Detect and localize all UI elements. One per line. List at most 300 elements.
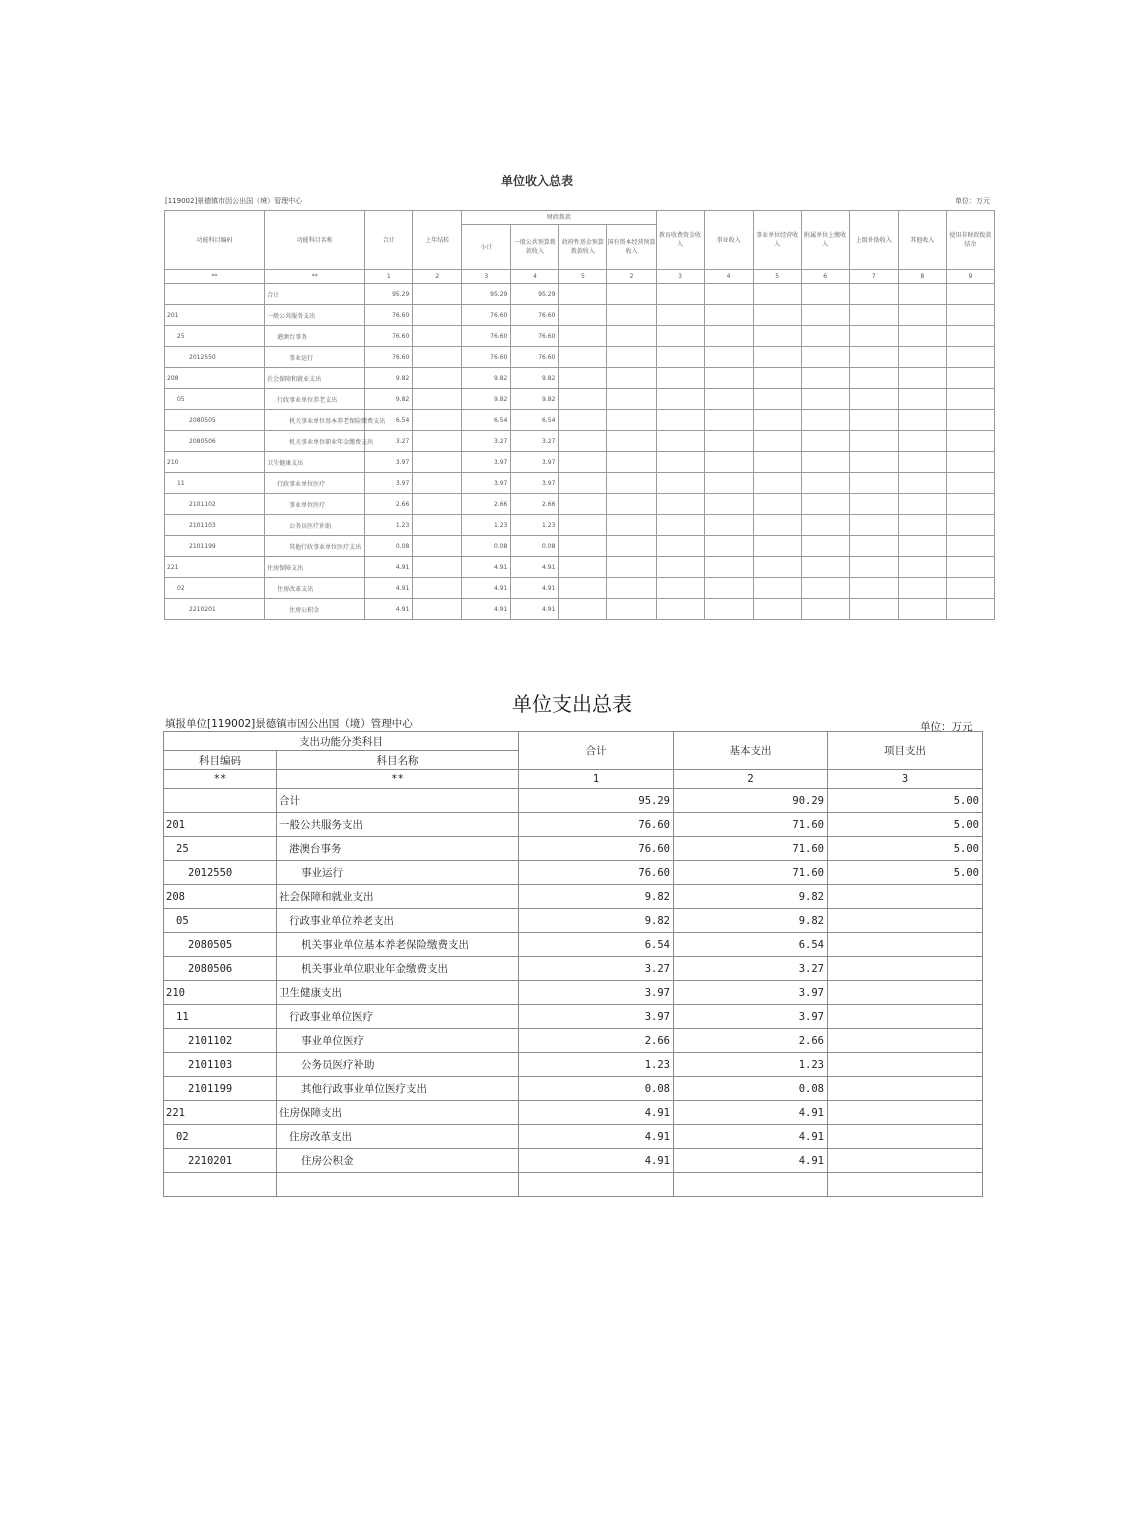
- cell-general: 76.60: [511, 305, 559, 326]
- cell-total: 95.29: [519, 789, 674, 813]
- column-number: 1: [365, 270, 413, 284]
- cell-empty: [607, 368, 656, 389]
- table-row: [164, 1149, 983, 1173]
- cell-project: [828, 1173, 983, 1197]
- header-state-capital: 国有资本经营预算收入: [607, 225, 656, 270]
- cell-empty: [559, 410, 607, 431]
- cell-total: 3.97: [519, 981, 674, 1005]
- cell-empty: [704, 284, 753, 305]
- expenditure-summary-table: [163, 731, 983, 1197]
- cell-total: 76.60: [365, 305, 413, 326]
- cell-project: [828, 1149, 983, 1173]
- cell-basic: 6.54: [674, 933, 828, 957]
- cell-empty: [946, 536, 994, 557]
- header-superior: 上级补助收入: [849, 211, 898, 270]
- cell-subtotal: 95.29: [462, 284, 511, 305]
- cell-project: [828, 933, 983, 957]
- cell-name: 事业运行: [277, 861, 519, 885]
- table-row: [165, 305, 995, 326]
- cell-empty: [704, 410, 753, 431]
- cell-empty: [753, 431, 801, 452]
- table-row: [164, 1101, 983, 1125]
- table-row: [165, 494, 995, 515]
- cell-empty: [656, 473, 704, 494]
- cell-basic: 3.97: [674, 1005, 828, 1029]
- cell-empty: [656, 431, 704, 452]
- cell-project: [828, 885, 983, 909]
- cell-empty: [801, 305, 849, 326]
- cell-project: 5.00: [828, 861, 983, 885]
- header-operating: 事业单位经营收入: [753, 211, 801, 270]
- cell-empty: [704, 368, 753, 389]
- cell-empty: [559, 305, 607, 326]
- column-number: 6: [801, 270, 849, 284]
- cell-code: 25: [164, 837, 277, 861]
- cell-project: [828, 909, 983, 933]
- cell-empty: [607, 494, 656, 515]
- cell-empty: [559, 494, 607, 515]
- cell-empty: [559, 557, 607, 578]
- cell-project: [828, 1053, 983, 1077]
- cell-empty: [898, 389, 946, 410]
- cell-empty: [413, 431, 462, 452]
- cell-empty: [656, 389, 704, 410]
- cell-code: 208: [164, 885, 277, 909]
- cell-basic: 0.08: [674, 1077, 828, 1101]
- cell-general: 0.08: [511, 536, 559, 557]
- table-row: [165, 452, 995, 473]
- table-row: [165, 368, 995, 389]
- cell-empty: [656, 284, 704, 305]
- cell-empty: [801, 284, 849, 305]
- column-number: 5: [559, 270, 607, 284]
- table-row: [165, 389, 995, 410]
- column-number: **: [277, 770, 519, 789]
- cell-basic: 9.82: [674, 909, 828, 933]
- cell-empty: [753, 347, 801, 368]
- cell-empty: [559, 599, 607, 620]
- cell-project: 5.00: [828, 837, 983, 861]
- column-number: **: [164, 770, 277, 789]
- cell-empty: [704, 431, 753, 452]
- expenditure-currency-unit: 单位：万元: [920, 721, 973, 733]
- cell-empty: [413, 410, 462, 431]
- cell-general: 9.82: [511, 368, 559, 389]
- cell-empty: [753, 389, 801, 410]
- header-subsidiary: 附属单位上缴收入: [801, 211, 849, 270]
- cell-name: 住房改革支出: [277, 1125, 519, 1149]
- column-number: 7: [849, 270, 898, 284]
- cell-basic: [674, 1173, 828, 1197]
- table-row: [165, 326, 995, 347]
- cell-empty: [559, 536, 607, 557]
- header-other: 其他收入: [898, 211, 946, 270]
- cell-name: 行政事业单位医疗: [277, 1005, 519, 1029]
- cell-project: [828, 1101, 983, 1125]
- cell-name: 港澳台事务: [277, 837, 519, 861]
- expenditure-reporting-unit: 填报单位[119002]景德镇市因公出国（境）管理中心: [165, 718, 413, 730]
- table-row: [165, 515, 995, 536]
- table-row: [165, 557, 995, 578]
- cell-subtotal: 9.82: [462, 368, 511, 389]
- table-row: [164, 861, 983, 885]
- cell-empty: [753, 557, 801, 578]
- cell-total: [519, 1173, 674, 1197]
- cell-empty: [898, 599, 946, 620]
- cell-empty: [946, 284, 994, 305]
- cell-basic: 3.97: [674, 981, 828, 1005]
- cell-name: 机关事业单位基本养老保险缴费支出: [277, 933, 519, 957]
- cell-empty: [656, 452, 704, 473]
- cell-empty: [607, 452, 656, 473]
- cell-empty: [753, 578, 801, 599]
- cell-total: 6.54: [365, 410, 413, 431]
- cell-empty: [704, 326, 753, 347]
- cell-empty: [753, 494, 801, 515]
- cell-empty: [559, 431, 607, 452]
- cell-empty: [704, 557, 753, 578]
- cell-code: 221: [164, 1101, 277, 1125]
- cell-total: 6.54: [519, 933, 674, 957]
- cell-code: 11: [164, 1005, 277, 1029]
- header-project: 项目支出: [828, 732, 983, 770]
- cell-empty: [898, 578, 946, 599]
- cell-empty: [801, 347, 849, 368]
- cell-total: 3.97: [365, 473, 413, 494]
- cell-general: 4.91: [511, 578, 559, 599]
- cell-empty: [753, 326, 801, 347]
- cell-code: 201: [165, 305, 265, 326]
- cell-total: 4.91: [519, 1149, 674, 1173]
- cell-name: 其他行政事业单位医疗支出: [265, 536, 365, 557]
- cell-empty: [898, 515, 946, 536]
- cell-empty: [849, 515, 898, 536]
- cell-empty: [413, 578, 462, 599]
- income-summary-table: [164, 210, 995, 620]
- cell-subtotal: 76.60: [462, 347, 511, 368]
- cell-basic: 71.60: [674, 813, 828, 837]
- cell-general: 3.97: [511, 452, 559, 473]
- cell-code: [164, 1173, 277, 1197]
- cell-empty: [656, 536, 704, 557]
- column-number: 5: [753, 270, 801, 284]
- cell-total: 0.08: [519, 1077, 674, 1101]
- table-row: [164, 789, 983, 813]
- table-row: [165, 473, 995, 494]
- cell-code: 02: [165, 578, 265, 599]
- cell-subtotal: 1.23: [462, 515, 511, 536]
- cell-subtotal: 3.97: [462, 452, 511, 473]
- column-number-row: [165, 270, 995, 284]
- cell-subtotal: 6.54: [462, 410, 511, 431]
- cell-code: 2101199: [165, 536, 265, 557]
- cell-empty: [849, 431, 898, 452]
- header-function-group: 支出功能分类科目: [164, 732, 519, 751]
- cell-general: 1.23: [511, 515, 559, 536]
- cell-empty: [849, 410, 898, 431]
- cell-empty: [898, 305, 946, 326]
- cell-empty: [559, 578, 607, 599]
- cell-project: [828, 1077, 983, 1101]
- table-row: [165, 284, 995, 305]
- cell-code: 2080505: [165, 410, 265, 431]
- table-row: [165, 431, 995, 452]
- cell-empty: [801, 557, 849, 578]
- cell-empty: [656, 368, 704, 389]
- cell-code: 2012550: [164, 861, 277, 885]
- cell-subtotal: 76.60: [462, 326, 511, 347]
- cell-name: 住房保障支出: [265, 557, 365, 578]
- cell-total: 9.82: [365, 368, 413, 389]
- table-row: [164, 909, 983, 933]
- cell-empty: [801, 473, 849, 494]
- cell-empty: [656, 410, 704, 431]
- cell-total: 1.23: [519, 1053, 674, 1077]
- cell-project: 5.00: [828, 789, 983, 813]
- column-number: 2: [607, 270, 656, 284]
- cell-empty: [801, 599, 849, 620]
- cell-total: 4.91: [519, 1125, 674, 1149]
- cell-empty: [946, 431, 994, 452]
- cell-empty: [849, 599, 898, 620]
- cell-empty: [849, 368, 898, 389]
- cell-name: 一般公共服务支出: [277, 813, 519, 837]
- cell-empty: [753, 452, 801, 473]
- cell-total: 76.60: [519, 813, 674, 837]
- cell-empty: [607, 599, 656, 620]
- cell-empty: [849, 557, 898, 578]
- table-row: [165, 536, 995, 557]
- cell-empty: [849, 284, 898, 305]
- cell-empty: [413, 557, 462, 578]
- cell-name: 公务员医疗补助: [277, 1053, 519, 1077]
- cell-empty: [607, 347, 656, 368]
- cell-empty: [849, 536, 898, 557]
- header-total: 合计: [519, 732, 674, 770]
- cell-general: 76.60: [511, 326, 559, 347]
- cell-name: 合计: [265, 284, 365, 305]
- cell-empty: [849, 494, 898, 515]
- cell-subtotal: 4.91: [462, 599, 511, 620]
- column-number: 1: [519, 770, 674, 789]
- header-code: 科目编码: [164, 751, 277, 770]
- column-number: 2: [674, 770, 828, 789]
- column-number: 3: [656, 270, 704, 284]
- cell-empty: [656, 326, 704, 347]
- cell-subtotal: 0.08: [462, 536, 511, 557]
- cell-name: [277, 1173, 519, 1197]
- cell-total: 4.91: [365, 557, 413, 578]
- cell-general: 2.66: [511, 494, 559, 515]
- cell-empty: [946, 389, 994, 410]
- cell-code: [164, 789, 277, 813]
- cell-empty: [656, 578, 704, 599]
- cell-empty: [559, 368, 607, 389]
- header-business: 事业收入: [704, 211, 753, 270]
- header-name: 科目名称: [277, 751, 519, 770]
- table-row: [164, 1125, 983, 1149]
- cell-subtotal: 3.27: [462, 431, 511, 452]
- table-row: [165, 347, 995, 368]
- cell-total: 3.27: [365, 431, 413, 452]
- cell-code: 2101102: [164, 1029, 277, 1053]
- cell-subtotal: 2.66: [462, 494, 511, 515]
- cell-empty: [898, 536, 946, 557]
- cell-code: 02: [164, 1125, 277, 1149]
- cell-empty: [607, 389, 656, 410]
- cell-empty: [413, 515, 462, 536]
- cell-name: 机关事业单位基本养老保险缴费支出: [265, 410, 365, 431]
- cell-empty: [946, 473, 994, 494]
- table-row: [164, 1053, 983, 1077]
- cell-basic: 4.91: [674, 1125, 828, 1149]
- cell-name: 住房公积金: [265, 599, 365, 620]
- cell-empty: [801, 410, 849, 431]
- cell-general: 3.97: [511, 473, 559, 494]
- cell-empty: [946, 452, 994, 473]
- header-fiscal-group: 财政拨款: [462, 211, 656, 225]
- cell-basic: 71.60: [674, 837, 828, 861]
- cell-empty: [413, 452, 462, 473]
- cell-project: [828, 957, 983, 981]
- cell-empty: [946, 368, 994, 389]
- cell-empty: [656, 515, 704, 536]
- cell-empty: [849, 347, 898, 368]
- cell-name: 机关事业单位职业年金缴费支出: [277, 957, 519, 981]
- cell-empty: [413, 494, 462, 515]
- cell-code: 2101103: [165, 515, 265, 536]
- cell-total: 3.97: [519, 1005, 674, 1029]
- cell-empty: [559, 473, 607, 494]
- cell-empty: [898, 473, 946, 494]
- cell-empty: [946, 326, 994, 347]
- cell-code: 05: [165, 389, 265, 410]
- cell-subtotal: 4.91: [462, 578, 511, 599]
- cell-general: 95.29: [511, 284, 559, 305]
- table-row: [165, 599, 995, 620]
- cell-total: 4.91: [519, 1101, 674, 1125]
- cell-subtotal: 9.82: [462, 389, 511, 410]
- column-number: 3: [828, 770, 983, 789]
- cell-empty: [704, 599, 753, 620]
- cell-empty: [607, 410, 656, 431]
- column-number-row: [164, 770, 983, 789]
- cell-code: 201: [164, 813, 277, 837]
- cell-total: 2.66: [519, 1029, 674, 1053]
- cell-empty: [946, 305, 994, 326]
- cell-empty: [801, 515, 849, 536]
- cell-code: [165, 284, 265, 305]
- cell-name: 住房公积金: [277, 1149, 519, 1173]
- cell-code: 2080506: [164, 957, 277, 981]
- cell-empty: [704, 494, 753, 515]
- cell-empty: [801, 389, 849, 410]
- cell-project: 5.00: [828, 813, 983, 837]
- cell-empty: [607, 578, 656, 599]
- cell-general: 76.60: [511, 347, 559, 368]
- cell-name: 社会保障和就业支出: [265, 368, 365, 389]
- cell-basic: 9.82: [674, 885, 828, 909]
- cell-total: 0.08: [365, 536, 413, 557]
- cell-empty: [413, 284, 462, 305]
- cell-empty: [801, 368, 849, 389]
- cell-empty: [607, 515, 656, 536]
- cell-name: 公务员医疗补助: [265, 515, 365, 536]
- cell-empty: [753, 515, 801, 536]
- cell-empty: [898, 452, 946, 473]
- cell-code: 2101102: [165, 494, 265, 515]
- cell-empty: [656, 305, 704, 326]
- table-row: [164, 981, 983, 1005]
- table-row: [164, 1029, 983, 1053]
- cell-name: 事业单位医疗: [277, 1029, 519, 1053]
- cell-empty: [801, 431, 849, 452]
- cell-name: 行政事业单位医疗: [265, 473, 365, 494]
- table-row: [165, 578, 995, 599]
- cell-general: 4.91: [511, 599, 559, 620]
- cell-empty: [607, 284, 656, 305]
- cell-empty: [656, 557, 704, 578]
- cell-name: 事业运行: [265, 347, 365, 368]
- column-number: 2: [413, 270, 462, 284]
- cell-code: 2080506: [165, 431, 265, 452]
- cell-general: 6.54: [511, 410, 559, 431]
- cell-empty: [607, 431, 656, 452]
- cell-empty: [898, 326, 946, 347]
- cell-empty: [559, 452, 607, 473]
- cell-empty: [704, 305, 753, 326]
- cell-empty: [801, 578, 849, 599]
- cell-code: 210: [165, 452, 265, 473]
- cell-empty: [413, 347, 462, 368]
- header-general-budget: 一般公共预算拨款收入: [511, 225, 559, 270]
- cell-empty: [607, 473, 656, 494]
- cell-empty: [849, 578, 898, 599]
- cell-name: 港澳台事务: [265, 326, 365, 347]
- column-number: 3: [462, 270, 511, 284]
- cell-empty: [559, 515, 607, 536]
- cell-empty: [898, 557, 946, 578]
- cell-empty: [607, 557, 656, 578]
- cell-empty: [413, 473, 462, 494]
- column-number: 4: [511, 270, 559, 284]
- cell-empty: [753, 368, 801, 389]
- cell-empty: [849, 326, 898, 347]
- cell-empty: [898, 284, 946, 305]
- cell-name: 卫生健康支出: [277, 981, 519, 1005]
- cell-code: 25: [165, 326, 265, 347]
- table-row: [164, 1077, 983, 1101]
- cell-total: 76.60: [519, 861, 674, 885]
- cell-name: 事业单位医疗: [265, 494, 365, 515]
- cell-total: 3.97: [365, 452, 413, 473]
- cell-empty: [898, 431, 946, 452]
- cell-subtotal: 76.60: [462, 305, 511, 326]
- cell-subtotal: 4.91: [462, 557, 511, 578]
- cell-code: 2101199: [164, 1077, 277, 1101]
- cell-general: 4.91: [511, 557, 559, 578]
- cell-total: 4.91: [365, 578, 413, 599]
- cell-name: 住房改革支出: [265, 578, 365, 599]
- cell-subtotal: 3.97: [462, 473, 511, 494]
- income-currency-unit: 单位：万元: [955, 197, 990, 205]
- column-number: **: [265, 270, 365, 284]
- cell-empty: [704, 578, 753, 599]
- cell-empty: [753, 536, 801, 557]
- cell-empty: [656, 599, 704, 620]
- cell-empty: [849, 473, 898, 494]
- cell-empty: [704, 473, 753, 494]
